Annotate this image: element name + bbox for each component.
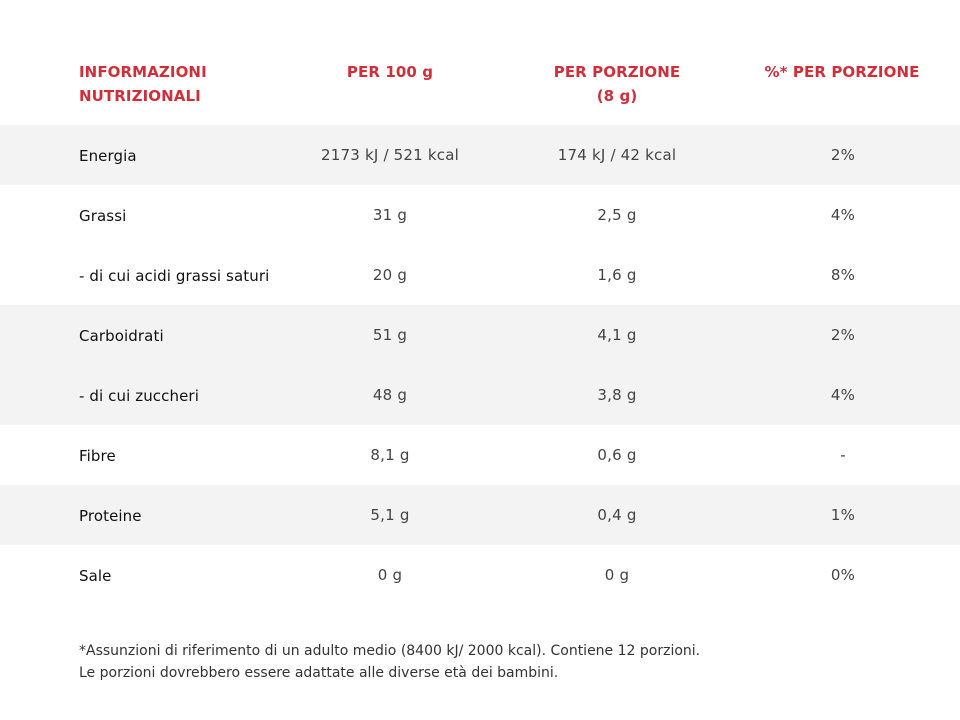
row-label: Energia <box>79 147 137 165</box>
table-row <box>0 545 960 605</box>
row-label: - di cui zuccheri <box>79 387 199 405</box>
header-nutrition-info-line1: INFORMAZIONI <box>79 63 207 81</box>
row-label: Proteine <box>79 507 142 525</box>
table-row <box>0 425 960 485</box>
row-per-portion: 2,5 g <box>597 206 637 224</box>
row-per-100g: 20 g <box>372 266 408 284</box>
row-per-100g: 48 g <box>372 386 408 404</box>
row-per-portion: 0,4 g <box>597 506 637 524</box>
header-per-100g-line1: PER 100 g <box>346 63 434 81</box>
row-percent: 0% <box>830 566 856 584</box>
row-label: Sale <box>79 567 112 585</box>
header-per-portion-line1: PER PORZIONE <box>553 63 681 81</box>
row-per-portion: 3,8 g <box>597 386 637 404</box>
row-per-100g: 31 g <box>372 206 408 224</box>
table-header <box>0 60 960 120</box>
header-nutrition-info <box>79 60 299 108</box>
footnote <box>79 640 899 684</box>
table-row <box>0 125 960 185</box>
row-per-portion: 4,1 g <box>597 326 637 344</box>
row-per-portion: 1,6 g <box>597 266 637 284</box>
table-row <box>0 485 960 545</box>
row-per-portion: 174 kJ / 42 kcal <box>557 146 677 164</box>
row-percent: - <box>840 446 846 464</box>
row-per-portion: 0 g <box>604 566 630 584</box>
table-row <box>0 185 960 245</box>
row-percent: 1% <box>830 506 856 524</box>
header-nutrition-info-line2: NUTRIZIONALI <box>79 87 201 105</box>
table-row <box>0 245 960 305</box>
row-per-100g: 51 g <box>372 326 408 344</box>
row-percent: 4% <box>830 386 856 404</box>
row-percent: 2% <box>830 146 856 164</box>
row-per-portion: 0,6 g <box>597 446 637 464</box>
header-per-100g <box>290 60 490 84</box>
row-label: - di cui acidi grassi saturi <box>79 267 270 285</box>
row-per-100g: 0 g <box>377 566 403 584</box>
header-percent-per-portion <box>742 60 942 84</box>
row-per-100g: 5,1 g <box>370 506 410 524</box>
row-per-100g: 2173 kJ / 521 kcal <box>321 146 459 164</box>
row-label: Carboidrati <box>79 327 164 345</box>
row-percent: 2% <box>830 326 856 344</box>
footnote-line1: *Assunzioni di riferimento di un adulto medio (8400 kJ/ 2000 kcal). Contiene 12 porzioni. <box>79 643 701 659</box>
row-percent: 8% <box>830 266 856 284</box>
row-percent: 4% <box>830 206 856 224</box>
table-body <box>0 125 960 605</box>
header-percent-per-portion-line1: %* PER PORZIONE <box>764 63 920 81</box>
footnote-line2: Le porzioni dovrebbero essere adattate alle diverse età dei bambini. <box>79 665 559 681</box>
row-label: Grassi <box>79 207 127 225</box>
row-label: Fibre <box>79 447 116 465</box>
row-per-100g: 8,1 g <box>370 446 410 464</box>
table-row <box>0 305 960 365</box>
header-per-portion-line2: (8 g) <box>596 87 638 105</box>
table-row <box>0 365 960 425</box>
header-per-portion <box>517 60 717 108</box>
